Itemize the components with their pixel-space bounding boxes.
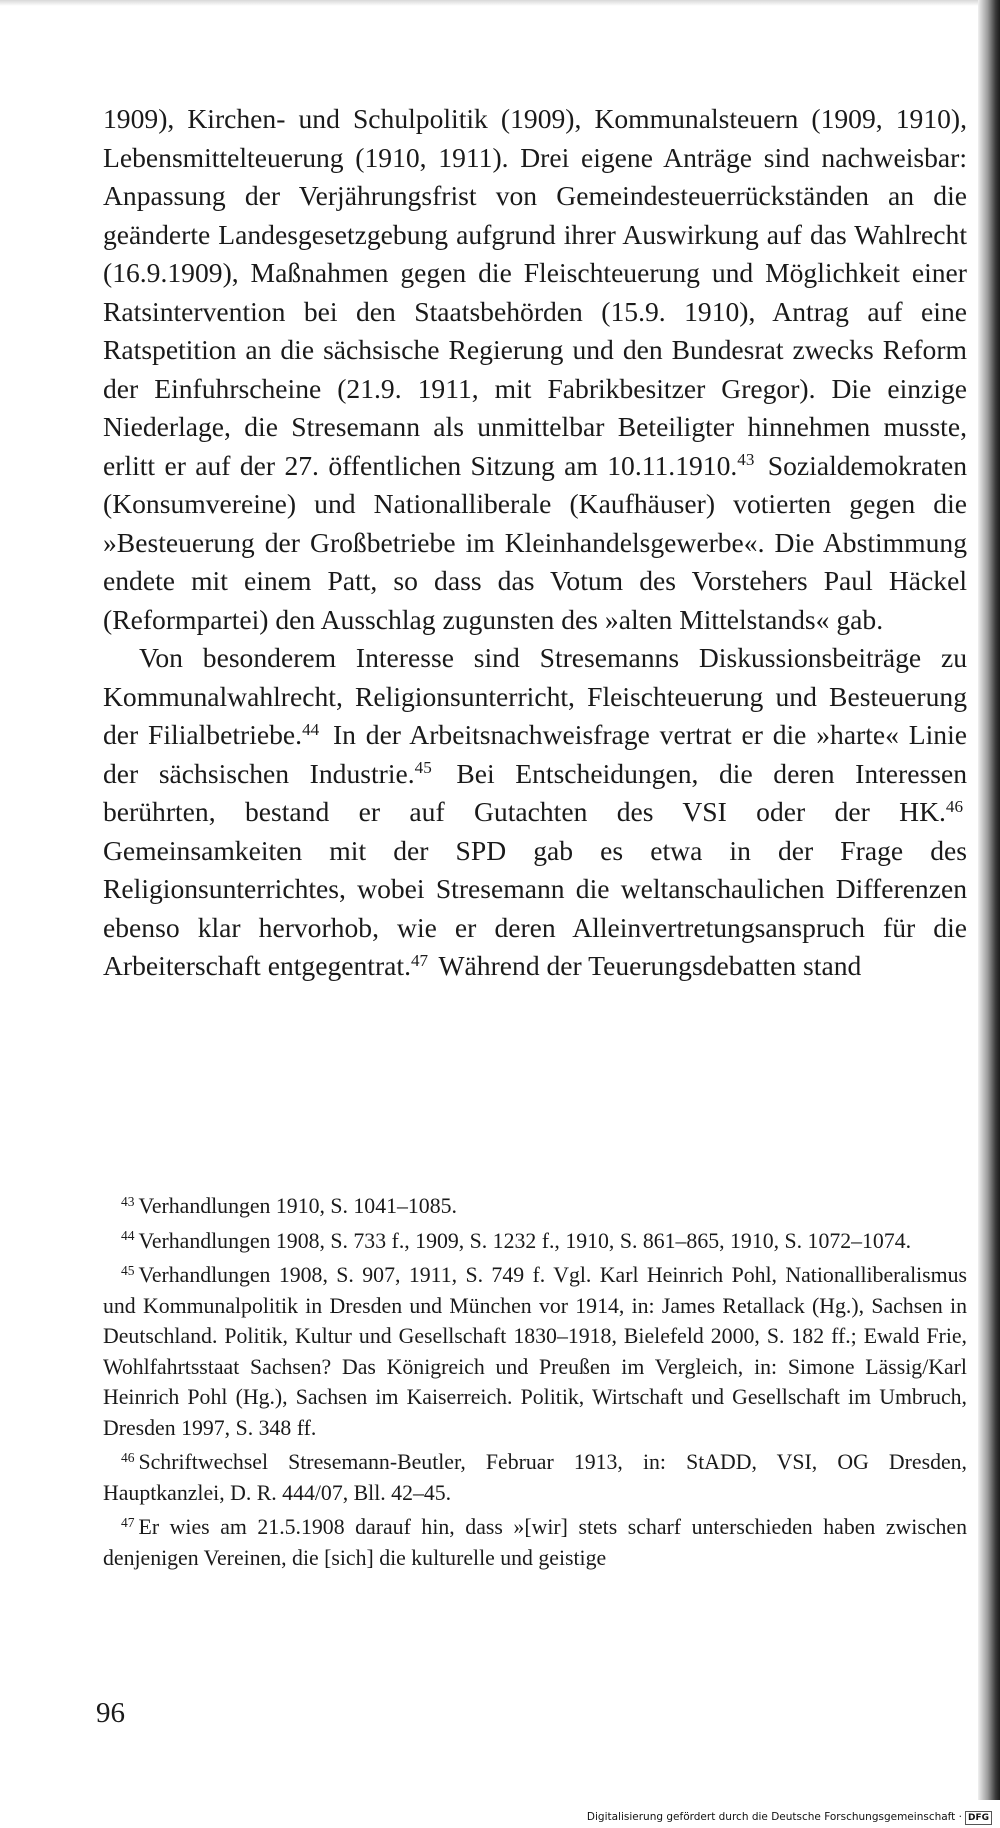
scan-top-edge [0, 0, 985, 6]
footnote-text: Verhandlungen 1910, S. 1041–1085. [138, 1194, 457, 1218]
footnote-text: Verhandlungen 1908, S. 907, 1911, S. 749 f. Vgl. Karl Heinrich Pohl, Nationalliberalismus und Kommunalpolitik in Dresden und München vor 1914, in: James Retallack (Hg.), Sachsen in Deutschland. Politik, Kultur und Gesellschaft 1830–1918, Bielefeld 2000, S. 182 ff.; Ewald Frie, Wohlfahrtsstaat Sachsen? Das Königreich und Preußen im Vergleich, in: Simone Lässig/Karl Heinrich Pohl (Hg.), Sachsen im Kaiserreich. Politik, Wirtschaft und Gesellschaft im Umbruch, Dresden 1997, S. 348 ff. [103, 1263, 967, 1440]
scan-binding-shadow [978, 0, 1000, 1800]
footnote [103, 1447, 967, 1508]
footnote-text: Schriftwechsel Stresemann-Beutler, Februar 1913, in: StADD, VSI, OG Dresden, Hauptkanzlei, D. R. 444/07, Bll. 42–45. [103, 1450, 967, 1505]
footnote [103, 1260, 967, 1443]
body-text-segment: Gemeinsamkeiten mit der SPD gab es etwa in der Frage des Religionsunterrichtes, wobei Stresemann die weltanschaulichen Differenzen ebenso klar hervorhob, wie er deren Alleinvertretungsanspruch für die Arbeiterschaft entgegentrat. [103, 834, 967, 981]
dfg-logo: DFG [965, 1811, 992, 1825]
body-paragraph-2 [103, 639, 967, 986]
body-text-segment: 1909), Kirchen- und Schulpolitik (1909), Kommunalsteuern (1909, 1910), Lebensmittelteuerung (1910, 1911). Drei eigene Anträge sind nachweisbar: Anpassung der Verjährungsfrist von Gemeindesteuerrückständen an die geänderte Landesgesetzgebung aufgrund ihrer Auswirkung auf das Wahlrecht (16.9.1909), Maßnahmen gegen die Fleischteuerung und Möglichkeit einer Ratsintervention bei den Staatsbehörden (15.9. 1910), Antrag auf eine Ratspetition an die sächsische Regierung und den Bundesrat zwecks Reform der Einfuhrscheine (21.9. 1911, mit Fabrikbesitzer Gregor). Die einzige Niederlage, die Stresemann als unmittelbar Beteiligter hinnehmen musste, erlitt er auf der 27. öffentlichen Sitzung am 10.11.1910. [103, 103, 967, 481]
footnote-number: 43 [121, 1193, 135, 1209]
footnote-reference: 47 [410, 950, 429, 970]
footnote-number: 44 [121, 1228, 135, 1244]
footnote-number: 45 [121, 1262, 135, 1278]
footnote-reference: 45 [414, 758, 432, 778]
page-number: 96 [96, 1697, 125, 1729]
body-text-segment: Sozialdemokraten (Konsumvereine) und Nationalliberale (Kaufhäuser) votierten gegen die »Besteuerung der Großbetriebe im Kleinhandelsgewerbe«. Die Abstimmung endete mit einem Patt, so dass das Votum des Vorstehers Paul Häckel (Reformpartei) den Ausschlag zugunsten des »alten Mittelstands« gab. [103, 449, 967, 635]
body-text-segment: In der Arbeitsnachweisfrage vertrat er die »harte« Linie der sächsischen Industrie. [103, 719, 967, 789]
body-text-segment: Während der Teuerungsdebatten stand [432, 950, 862, 981]
funding-note-text: Digitalisierung gefördert durch die Deutsche Forschungsgemeinschaft · [586, 1811, 962, 1823]
footnote-number: 46 [121, 1449, 135, 1465]
footnote-number: 47 [121, 1514, 135, 1530]
footnote-reference: 44 [302, 719, 320, 739]
body-text [103, 100, 967, 986]
footnote-reference: 46 [945, 796, 963, 816]
footnote [103, 1191, 967, 1222]
footnote-reference: 43 [737, 450, 755, 470]
funding-note [585, 1809, 994, 1825]
footnote [103, 1512, 967, 1573]
footnote-text: Er wies am 21.5.1908 darauf hin, dass »[wir] stets scharf unterschieden haben zwischen denjenigen Vereinen, die [sich] die kulturelle und geistige [103, 1515, 967, 1570]
footnote [103, 1226, 967, 1257]
body-text-segment: Von besonderem Interesse sind Stresemanns Diskussionsbeiträge zu Kommunalwahlrecht, Religionsunterricht, Fleischteuerung und Besteuerung der Filialbetriebe. [103, 642, 967, 750]
body-paragraph-1 [103, 100, 967, 639]
body-text-segment: Bei Entscheidungen, die deren Interessen berührten, bestand er auf Gutachten des VSI oder der HK. [103, 757, 967, 827]
footnotes-section [103, 1191, 967, 1577]
footnote-text: Verhandlungen 1908, S. 733 f., 1909, S. 1232 f., 1910, S. 861–865, 1910, S. 1072–1074. [138, 1228, 912, 1253]
